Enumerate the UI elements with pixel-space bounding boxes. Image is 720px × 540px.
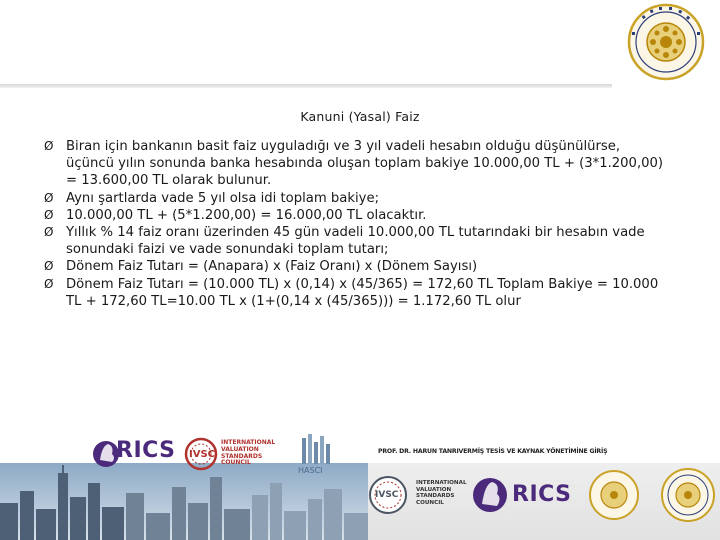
list-item [44,138,664,190]
ivsc-wordmark: IVSC [375,490,399,500]
rics-wordmark: RICS [116,438,176,463]
list-item [44,190,664,207]
arrow-bullet-icon: Ø [44,190,54,205]
rics-logo [473,478,507,512]
list-item [44,258,664,275]
list-item [44,276,664,310]
ivsc-wordmark: IVSC [189,449,216,460]
list-item [44,224,664,258]
arrow-bullet-icon: Ø [44,276,54,291]
bullet-text: Aynı şartlarda vade 5 yıl olsa idi toplam bakiye; [66,190,380,206]
bullet-text: Dönem Faiz Tutarı = (Anapara) x (Faiz Oranı) x (Dönem Sayısı) [66,259,478,275]
university-seal-icon [662,469,714,521]
university-seal-icon [590,471,638,519]
arrow-bullet-icon: Ø [44,225,54,240]
footer-credit: PROF. DR. HARUN TANRIVERMİŞ TESİS VE KAYNAK YÖNETİMİNE GİRİŞ [378,448,608,455]
hasci-wordmark: HASCI [298,466,323,475]
bullet-text: Yıllık % 14 faiz oranı üzerinden 45 gün vadeli 10.000,00 TL tutarındaki bir hesabın vade sonundaki faizi ve vade sonundaki toplam tutarı; [66,225,645,258]
bullet-text: Biran için bankanın basit faiz uyguladığı ve 3 yıl vadeli hesabın olduğu düşünülürse, üçüncü yılın sonunda banka hesabında oluşan toplam bakiye 10.000,00 TL + (3*1.200,00) = 13.600,00 TL olarak bulunur. [66,139,664,189]
ivsc-fullname: INTERNATIONAL VALUATION STANDARDS COUNCIL [221,439,276,467]
rics-wordmark: RICS [512,482,572,507]
bullet-text: Dönem Faiz Tutarı = (10.000 TL) x (0,14) x (45/365) = 172,60 TL Toplam Bakiye = 10.000 TL + 172,60 TL=10.00 TL x (1+(0,14 x (45/365))) = 1.172,60 TL olur [66,276,659,309]
slide-title: Kanuni (Yasal) Faiz [300,109,420,124]
university-seal-icon [624,2,708,82]
bullet-text: 10.000,00 TL + (5*1.200,00) = 16.000,00 TL olacaktır. [66,207,427,223]
list-item [44,207,664,224]
arrow-bullet-icon: Ø [44,259,54,274]
arrow-bullet-icon: Ø [44,207,54,222]
bullet-list [44,138,664,310]
header-rule [0,84,612,88]
hasci-logo [302,434,330,464]
arrow-bullet-icon: Ø [44,139,54,153]
ivsc-fullname: INTERNATIONAL VALUATION STANDARDS COUNCIL [416,480,467,506]
